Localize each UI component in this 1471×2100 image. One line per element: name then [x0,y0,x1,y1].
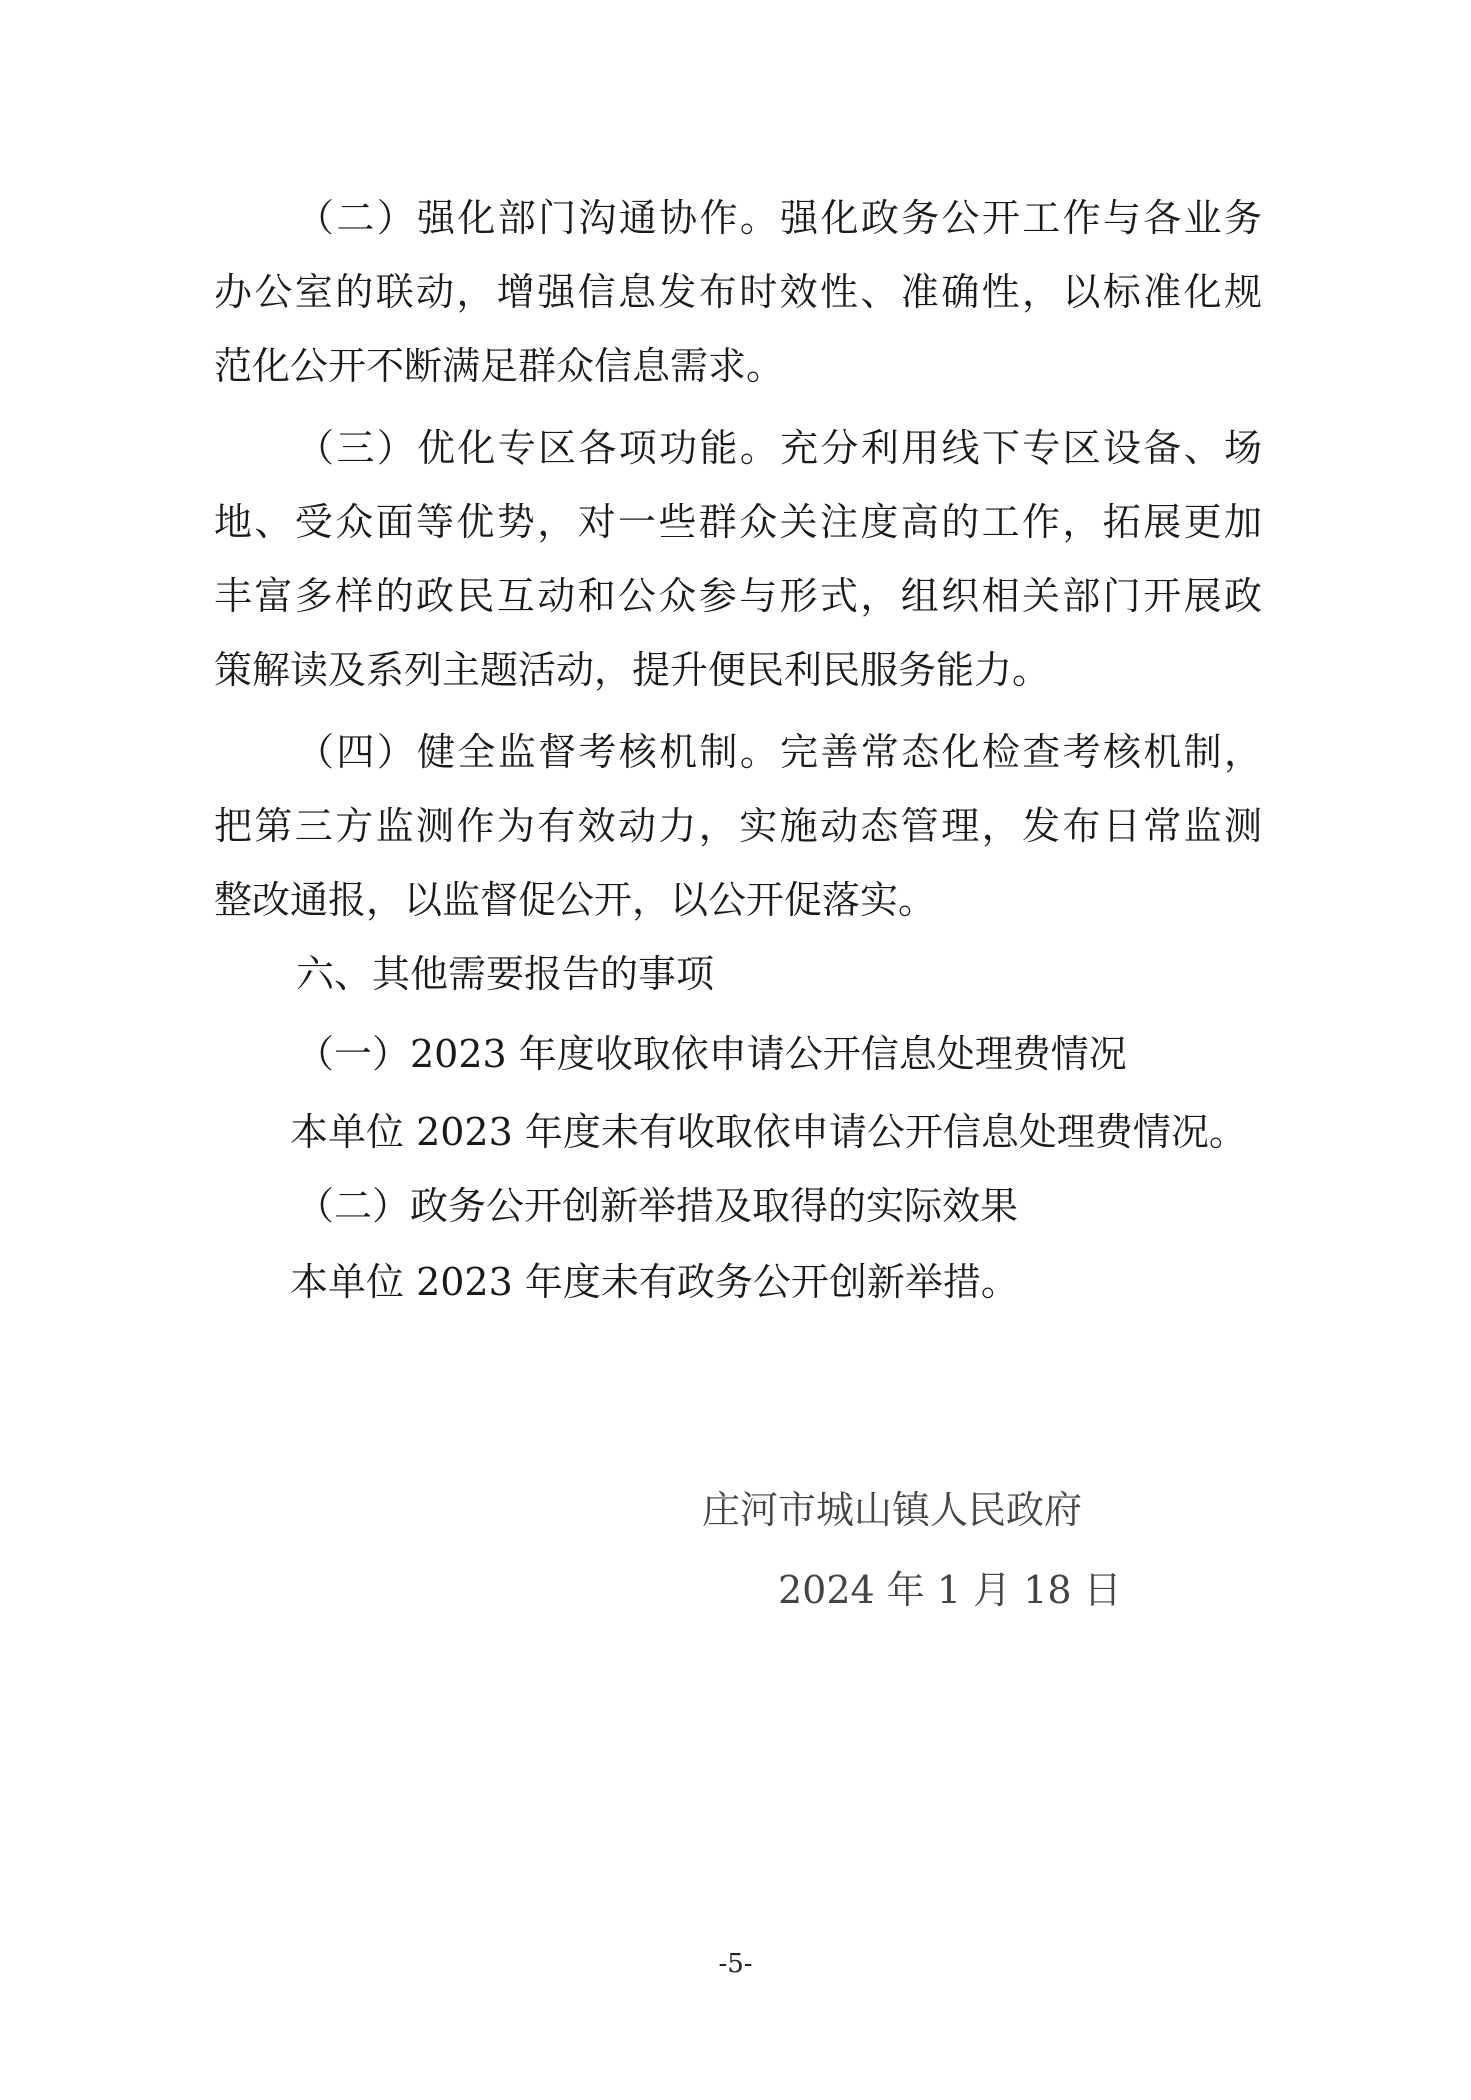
sub-1-body: 本单位 2023 年度未有收取依申请公开信息处理费情况。 [290,1110,1247,1154]
sub-1-heading: （一）2023 年度收取依申请公开信息处理费情况 [296,1032,1127,1076]
signature-organization: 庄河市城山镇人民政府 [702,1488,1083,1532]
section-3-line-1: （三）优化专区各项功能。充分利用线下专区设备、场 [296,426,1262,470]
sub-2-body: 本单位 2023 年度未有政务公开创新举措。 [290,1260,1019,1304]
section-3-line-3: 丰富多样的政民互动和公众参与形式，组织相关部门开展政 [214,574,1262,618]
signature-date: 2024 年 1 月 18 日 [778,1568,1122,1612]
section-3-line-4: 策解读及系列主题活动，提升便民利民服务能力。 [214,648,1051,692]
section-4-line-2: 把第三方监测作为有效动力，实施动态管理，发布日常监测 [214,804,1262,848]
heading-other-matters: 六、其他需要报告的事项 [296,952,715,996]
page-number: -5- [718,1949,753,1979]
section-2-line-1: （二）强化部门沟通协作。强化政务公开工作与各业务 [296,196,1262,240]
section-4-line-3: 整改通报，以监督促公开，以公开促落实。 [214,878,937,922]
section-2-line-2: 办公室的联动，增强信息发布时效性、准确性，以标准化规 [214,270,1262,314]
section-3-line-2: 地、受众面等优势，对一些群众关注度高的工作，拓展更加 [214,500,1262,544]
section-4-line-1: （四）健全监督考核机制。完善常态化检查考核机制， [296,730,1262,774]
section-2-line-3: 范化公开不断满足群众信息需求。 [214,344,785,388]
sub-2-heading: （二）政务公开创新举措及取得的实际效果 [296,1184,1019,1228]
